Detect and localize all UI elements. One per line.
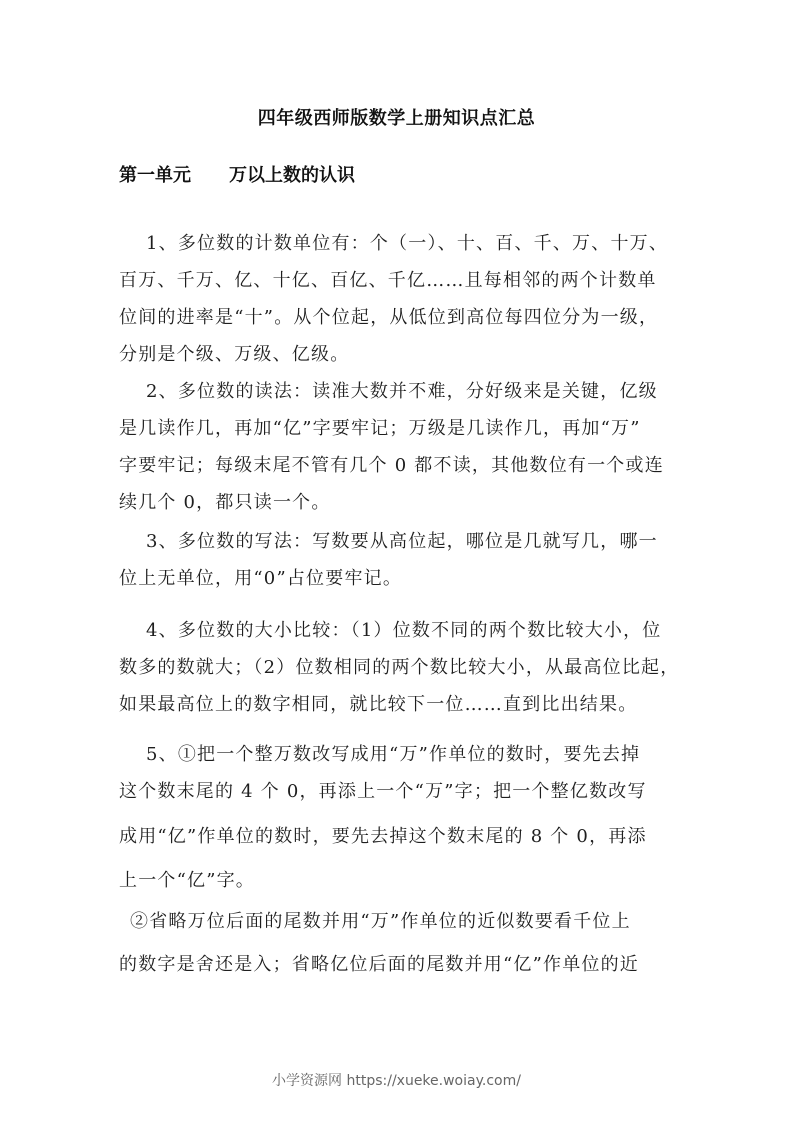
- text-line: 如果最高位上的数字相同，就比较下一位……直到比出结果。: [119, 694, 638, 715]
- text-line: 2、多位数的读法：读准大数并不难，分好级来是关键，亿级: [146, 381, 658, 402]
- text-line: 5、①把一个整万数改写成用“万”作单位的数时，要先去掉: [146, 744, 641, 765]
- text-line: 数多的数就大；（2）位数相同的两个数比较大小，从最高位比起，: [119, 657, 680, 678]
- text-line: 上一个“亿”字。: [119, 870, 256, 891]
- text-line: 分别是个级、万级、亿级。: [119, 344, 350, 365]
- text-line: 百万、千万、亿、十亿、百亿、千亿……且每相邻的两个计数单: [119, 270, 657, 291]
- text-line: 的数字是舍还是入；省略亿位后面的尾数并用“亿”作单位的近: [119, 954, 640, 975]
- text-line: 续几个 0，都只读一个。: [119, 492, 331, 513]
- text-line: 1、多位数的计数单位有：个（一）、十、百、千、万、十万、: [146, 233, 669, 254]
- text-line: 这个数末尾的 4 个 0，再添上一个“万”字；把一个整亿数改写: [119, 781, 647, 802]
- section-name: 万以上数的认识: [229, 165, 355, 186]
- section-heading: [119, 161, 355, 187]
- text-line: ②省略万位后面的尾数并用“万”作单位的近似数要看千位上: [130, 911, 631, 932]
- text-line: 成用“亿”作单位的数时，要先去掉这个数末尾的 8 个 0，再添: [119, 826, 647, 847]
- text-line: 是几读作几，再加“亿”字要牢记；万级是几读作几，再加“万”: [119, 418, 641, 439]
- section-number: 第一单元: [119, 165, 191, 186]
- text-line: 位间的进率是“十”。从个位起，从低位到高位每四位分为一级，: [119, 307, 659, 328]
- text-line: 4、多位数的大小比较：（1）位数不同的两个数比较大小，位: [146, 620, 662, 641]
- text-line: 3、多位数的写法：写数要从高位起，哪位是几就写几，哪一: [146, 531, 658, 552]
- document-title: 四年级西师版数学上册知识点汇总: [257, 108, 536, 129]
- text-line: 位上无单位，用“0”占位要牢记。: [119, 568, 403, 589]
- footer-watermark: 小学资源网 https://xueke.woiay.com/: [272, 1073, 521, 1089]
- text-line: 字要牢记；每级末尾不管有几个 0 都不读，其他数位有一个或连: [119, 455, 664, 476]
